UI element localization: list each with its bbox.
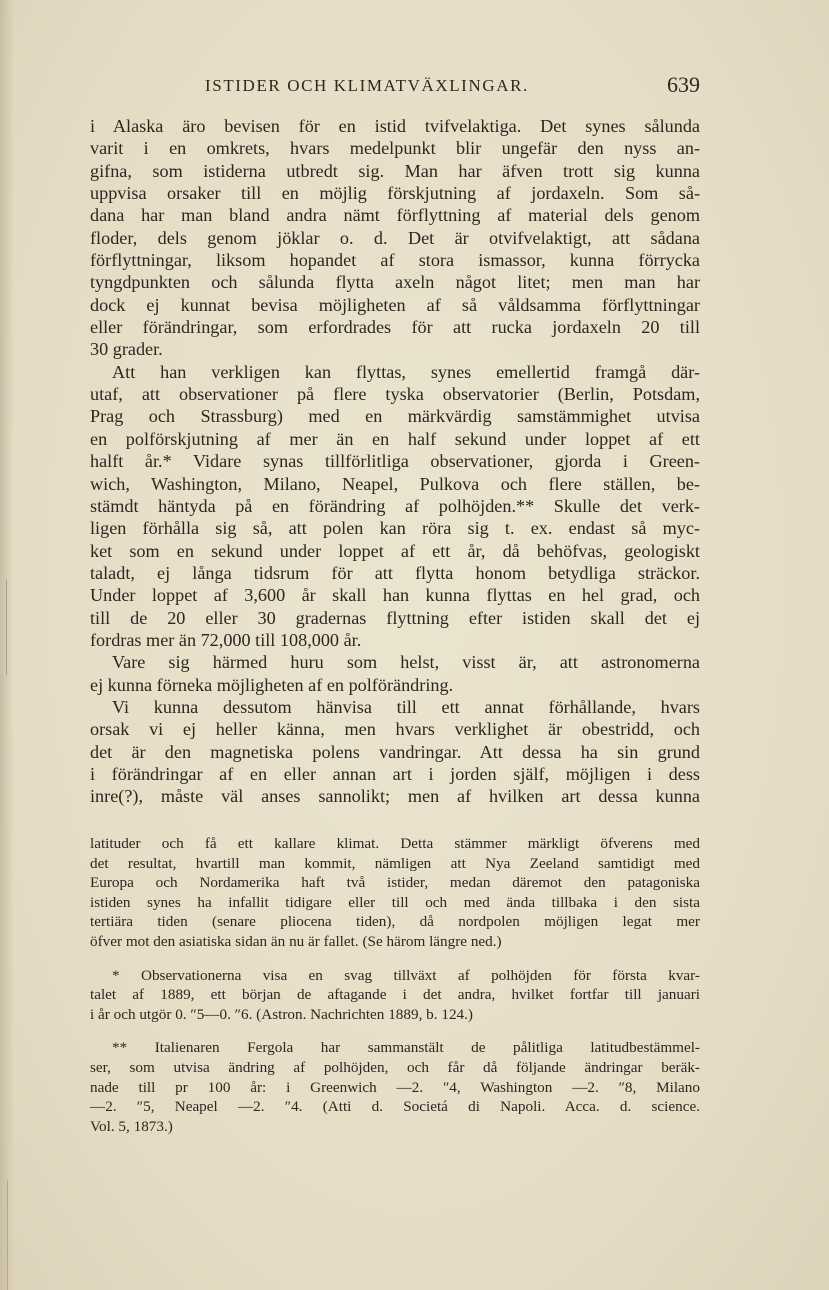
footnote-line: talet af 1889, ett början de aftagande i det andra, hvilket fortfar till januari	[90, 986, 700, 1004]
page-header	[90, 72, 700, 102]
footnote-line: det resultat, hvartill man kommit, nämligen att Nya Zeeland samtidigt med	[90, 854, 700, 872]
text-line: varit i en omkrets, hvars medelpunkt blir ungefär den nyss an-	[90, 138, 700, 159]
text-line: Vare sig härmed huru som helst, visst är, att astronomerna	[112, 652, 700, 673]
text-line: Att han verkligen kan flyttas, synes emellertid framgå där-	[112, 361, 700, 382]
text-line: dana har man bland andra nämt förflyttning af material dels genom	[90, 205, 700, 226]
note-gap	[90, 952, 700, 966]
main-text	[90, 115, 700, 808]
text-line: inre(?), måste väl anses sannolikt; men af hvilken art dessa kunna	[90, 786, 700, 807]
text-line: wich, Washington, Milano, Neapel, Pulkova och flere ställen, be-	[90, 473, 700, 494]
footnote-line: istiden synes ha infallit tidigare eller till och med ända tillbaka i den sista	[90, 893, 700, 911]
text-line: Prag och Strassburg) med en märkvärdig samstämmighet utvisa	[90, 406, 700, 427]
text-line: ligen förhålla sig så, att polen kan röra sig t. ex. endast så myc-	[90, 518, 700, 539]
note-gap	[90, 1024, 700, 1038]
footnotes	[90, 834, 700, 1136]
text-line: tyngdpunkten och sålunda flytta axeln något litet; men man har	[90, 272, 700, 293]
text-line: eller förändringar, som erfordrades för att rucka jordaxeln 20 till	[90, 317, 700, 338]
footnote-line: Europa och Nordamerika haft två istider, medan däremot den patagoniska	[90, 874, 700, 892]
text-line: dock ej kunnat bevisa möjligheten af så våldsamma förflyttningar	[90, 294, 700, 315]
running-title: ISTIDER OCH KLIMATVÄXLINGAR.	[205, 76, 529, 95]
text-line: förflyttningar, liksom hopandet af stora ismassor, kunna förrycka	[90, 250, 700, 271]
text-line: ej kunna förneka möjligheten af en polförändring.	[90, 674, 454, 695]
text-line: 30 grader.	[90, 339, 163, 360]
footnote-line: latituder och få ett kallare klimat. Detta stämmer märkligt öfverens med	[90, 835, 700, 852]
text-line: Under loppet af 3,600 år skall han kunna flyttas en hel grad, och	[90, 585, 700, 606]
text-line: fordras mer än 72,000 till 108,000 år.	[90, 629, 362, 650]
page-number: 639	[667, 72, 700, 97]
text-line: ket som en sekund under loppet af ett år, då behöfvas, geologiskt	[90, 540, 700, 561]
text-line: det är den magnetiska polens vandringar. Att dessa ha sin grund	[90, 741, 700, 762]
text-line: till de 20 eller 30 gradernas flyttning efter istiden skall det ej	[90, 607, 700, 628]
text-line: utaf, att observationer på flere tyska observatorier (Berlin, Potsdam,	[90, 384, 700, 405]
text-line: stämdt häntyda på en förändring af polhöjden.** Skulle det verk-	[90, 495, 700, 516]
page-edge-mark	[7, 1180, 8, 1290]
page-edge-shadow	[0, 0, 14, 1290]
footnote-line: nade till pr 100 år: i Greenwich —2. ″4, Washington —2. ″8, Milano	[90, 1078, 700, 1096]
text-line: i Alaska äro bevisen för en istid tvifvelaktiga. Det synes sålunda	[90, 116, 700, 136]
text-line: floder, dels genom jöklar o. d. Det är otvifvelaktigt, att sådana	[90, 227, 700, 248]
footnote-line: —2. ″5, Neapel —2. ″4. (Atti d. Societá di Napoli. Acca. d. science.	[90, 1098, 700, 1116]
footnote-line: i år och utgör 0. ″5—0. ″6. (Astron. Nachrichten 1889, b. 124.)	[90, 1005, 473, 1023]
footnote-line: öfver mot den asiatiska sidan än nu är fallet. (Se härom längre ned.)	[90, 932, 502, 950]
text-line: Vi kunna dessutom hänvisa till ett annat förhållande, hvars	[112, 696, 700, 717]
page-edge-mark	[6, 580, 7, 675]
text-line: en polförskjutning af mer än en half sekund under loppet af ett	[90, 428, 700, 449]
footnote-line: ser, som utvisa ändring af polhöjden, och får då följande ändringar beräk-	[90, 1058, 700, 1076]
footnote-line: tertiära tiden (senare pliocena tiden), då nordpolen möjligen legat mer	[90, 913, 700, 931]
text-line: uppvisa orsaker till en möjlig förskjutning af jordaxeln. Som så-	[90, 183, 700, 204]
footnote-paragraph	[90, 1038, 700, 1136]
footnote-paragraph	[90, 834, 700, 952]
text-line: gifna, som istiderna utbredt sig. Man har äfven trott sig kunna	[90, 160, 700, 181]
text-line: i förändringar af en eller annan art i jorden själf, möjligen i dess	[90, 763, 700, 784]
footnote-line: Vol. 5, 1873.)	[90, 1117, 173, 1135]
text-line: halft år.* Vidare synas tillförlitliga observationer, gjorda i Green-	[90, 451, 700, 472]
text-line: taladt, ej långa tidsrum för att flytta honom betydliga sträckor.	[90, 562, 700, 583]
footnote-line: * Observationerna visa en svag tillväxt af polhöjden för första kvar-	[112, 966, 700, 984]
footnote-line: ** Italienaren Fergola har sammanstält de pålitliga latitudbestämmel-	[112, 1039, 700, 1057]
footnote-paragraph	[90, 966, 700, 1025]
text-line: orsak vi ej heller känna, men hvars verklighet är obestridd, och	[90, 719, 700, 740]
